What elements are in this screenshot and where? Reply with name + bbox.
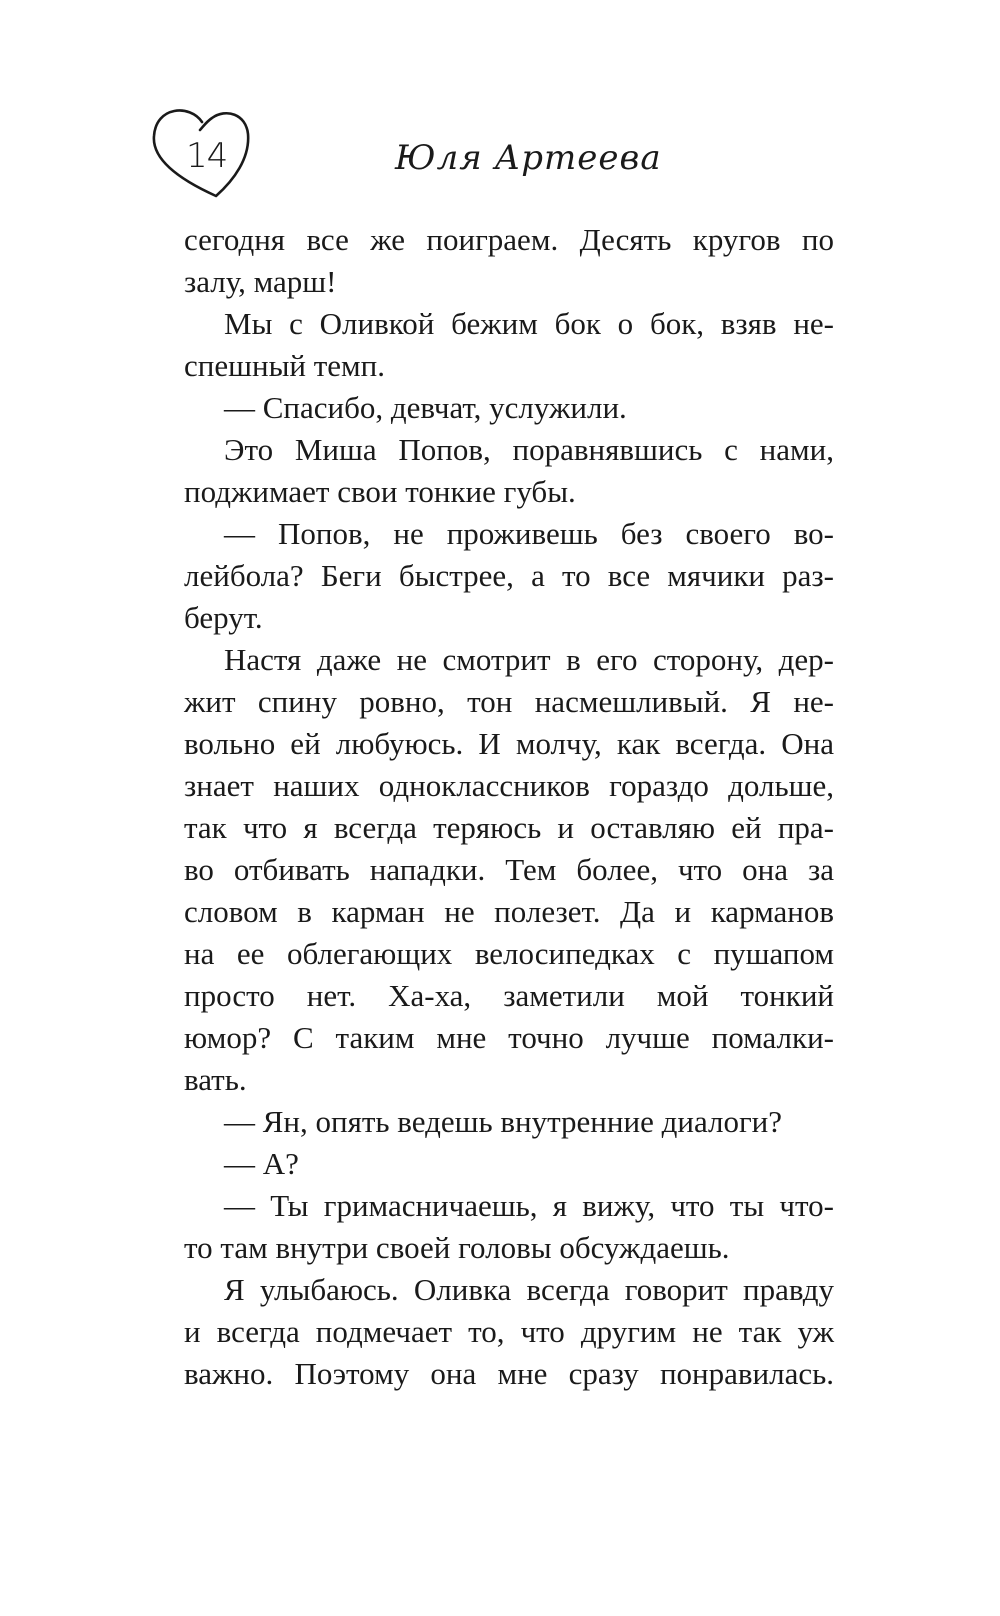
text-line: вать.	[184, 1062, 247, 1097]
text-line: знает наших одноклассников гораздо дольше,	[184, 768, 834, 803]
page-header	[0, 96, 1000, 206]
text-line: поджимает свои тонкие губы.	[184, 474, 576, 509]
text-line: лейбола? Беги быстрее, а то все мячики раз-	[184, 558, 834, 593]
text-line: юмор? С таким мне точно лучше помалки-	[184, 1020, 834, 1055]
text-line: — А?	[224, 1146, 299, 1181]
text-line: — Ты гримасничаешь, я вижу, что ты что-	[224, 1188, 834, 1223]
text-line: вольно ей любуюсь. И молчу, как всегда. Она	[184, 726, 834, 761]
page-number: 14	[186, 136, 228, 176]
running-head-author: Юля Артеева	[395, 138, 662, 178]
text-line: и всегда подмечает то, что другим не так уж	[184, 1314, 834, 1349]
text-line: берут.	[184, 600, 263, 635]
text-line: Я улыбаюсь. Оливка всегда говорит правду	[224, 1272, 834, 1307]
body-text	[184, 219, 834, 1395]
text-line: Мы с Оливкой бежим бок о бок, взяв не-	[224, 306, 834, 341]
text-line: просто нет. Ха-ха, заметили мой тонкий	[184, 978, 834, 1013]
text-line: во отбивать нападки. Тем более, что она за	[184, 852, 834, 887]
text-line: так что я всегда теряюсь и оставляю ей пра-	[184, 810, 834, 845]
text-line: — Попов, не проживешь без своего во-	[224, 516, 834, 551]
text-line: залу, марш!	[184, 264, 337, 299]
text-line: то там внутри своей головы обсуждаешь.	[184, 1230, 730, 1265]
text-line: на ее облегающих велосипедках с пушапом	[184, 936, 834, 971]
text-line: Настя даже не смотрит в его сторону, дер-	[224, 642, 834, 677]
text-line: спешный темп.	[184, 348, 386, 383]
text-line: жит спину ровно, тон насмешливый. Я не-	[184, 684, 834, 719]
text-line: сегодня все же поиграем. Десять кругов по	[184, 222, 834, 257]
text-line: Это Миша Попов, поравнявшись с нами,	[224, 432, 834, 467]
text-line: — Спасибо, девчат, услужили.	[224, 390, 627, 425]
text-line: словом в карман не полезет. Да и карманов	[184, 894, 834, 929]
text-line: — Ян, опять ведешь внутренние диалоги?	[224, 1104, 783, 1139]
text-line: важно. Поэтому она мне сразу понравилась.	[184, 1356, 834, 1391]
